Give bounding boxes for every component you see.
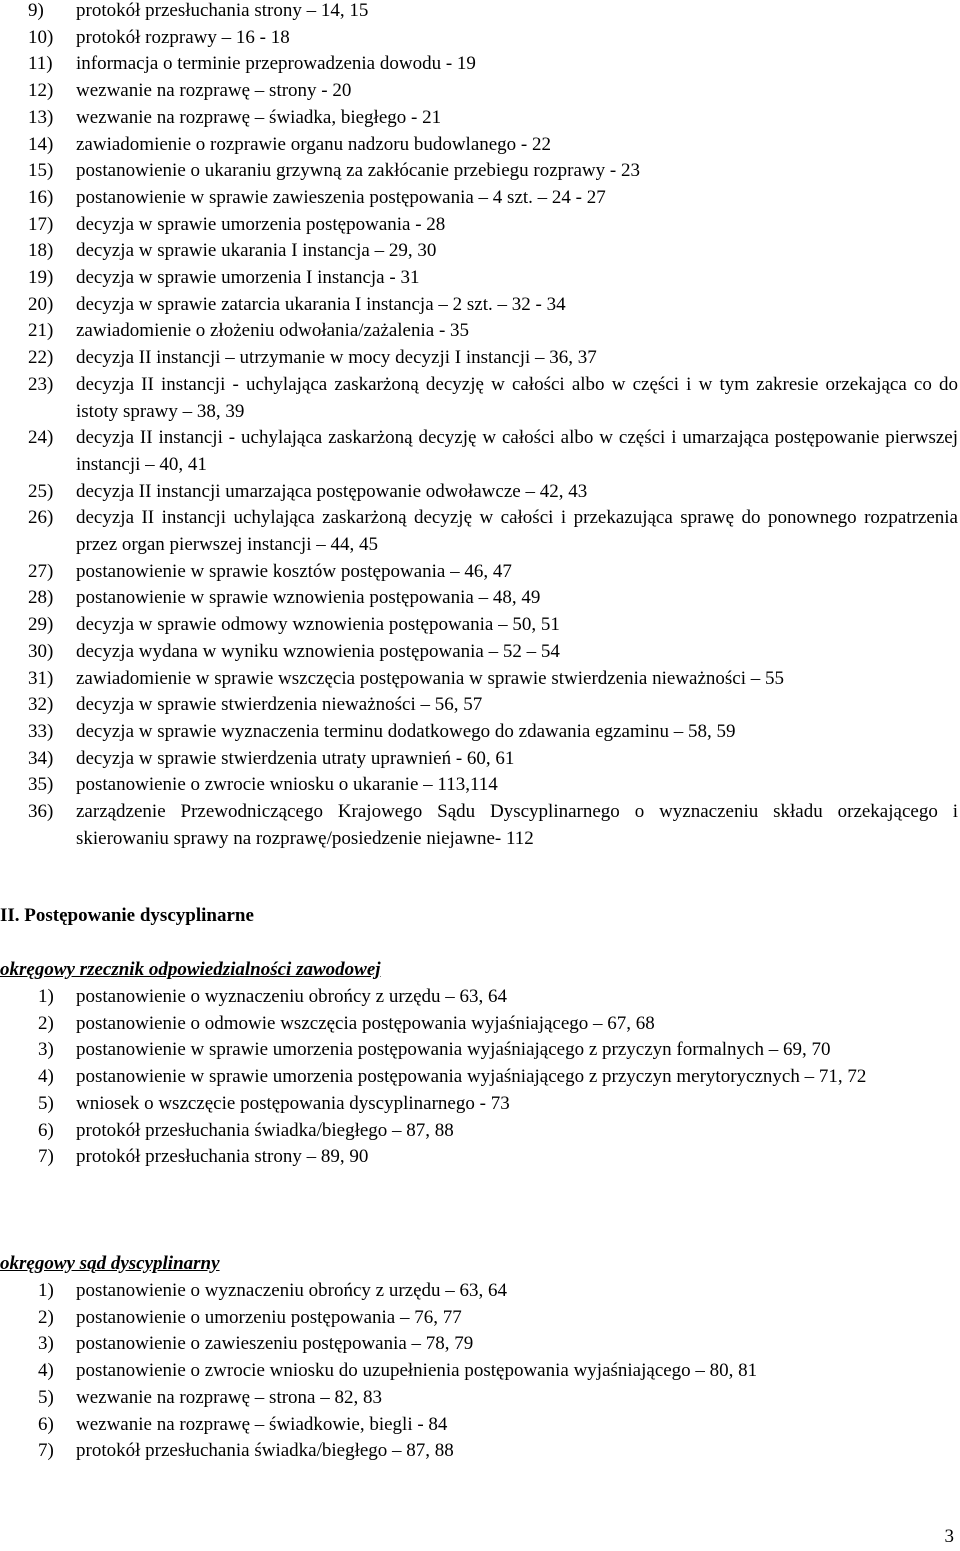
- list-item-number: 27): [28, 560, 54, 582]
- list-item: [28, 719, 958, 746]
- procedure-document-list: [28, 0, 958, 853]
- list-item-number: 5): [38, 1092, 54, 1114]
- list-item: [28, 692, 958, 719]
- list-item-number: 14): [28, 133, 54, 155]
- list-item-number: 4): [38, 1066, 54, 1088]
- list-item: [38, 1358, 938, 1385]
- list-item-number: 2): [38, 1012, 54, 1034]
- list-item-number: 12): [28, 80, 54, 102]
- list-item-text: protokół przesłuchania strony – 89, 90: [76, 1146, 369, 1168]
- list-item: [28, 51, 958, 78]
- list-item-text: decyzja w sprawie stwierdzenia nieważności – 56, 57: [76, 694, 483, 716]
- list-item-text: wezwanie na rozprawę – świadkowie, biegli - 84: [76, 1413, 448, 1435]
- list-item-text: decyzja wydana w wyniku wznowienia postępowania – 52 – 54: [76, 640, 560, 662]
- list-item: [38, 1064, 938, 1091]
- list-item-number: 19): [28, 267, 54, 289]
- list-item: [28, 0, 958, 25]
- list-item-text: postanowienie o wyznaczeniu obrońcy z urzędu – 63, 64: [76, 986, 508, 1007]
- list-item-number: 31): [28, 667, 54, 689]
- list-item-number: 11): [28, 53, 53, 75]
- section-heading: II. Postępowanie dyscyplinarne: [0, 905, 254, 926]
- list-item-number: 15): [28, 160, 54, 182]
- list-item-text: decyzja II instancji - uchylająca zaskarżoną decyzję w całości albo w części i umarzająca postępowanie pierwszej instancji – 40, 41: [76, 427, 958, 475]
- list-item-text: wezwanie na rozprawę – strony - 20: [76, 80, 352, 102]
- list-item-text: wezwanie na rozprawę – świadka, biegłego - 21: [76, 106, 442, 128]
- list-item-number: 34): [28, 747, 54, 769]
- list-item-number: 9): [28, 0, 44, 21]
- subsection-heading-rzecznik: okręgowy rzecznik odpowiedzialności zawodowej: [0, 959, 381, 980]
- list-item-text: decyzja w sprawie umorzenia postępowania - 28: [76, 213, 446, 235]
- list-item-text: protokół rozprawy – 16 - 18: [76, 26, 290, 48]
- list-item-text: informacja o terminie przeprowadzenia dowodu - 19: [76, 53, 476, 75]
- list-item: [38, 1118, 938, 1145]
- list-item-number: 28): [28, 587, 54, 609]
- list-item-number: 1): [38, 1280, 54, 1301]
- list-item: [38, 1331, 938, 1358]
- list-item: [28, 238, 958, 265]
- list-item: [28, 639, 958, 666]
- subsection-heading-sad: okręgowy sąd dyscyplinarny: [0, 1253, 220, 1274]
- list-item: [38, 1091, 938, 1118]
- page-number: 3: [944, 1526, 954, 1547]
- list-item: [28, 772, 958, 799]
- list-item-number: 3): [38, 1039, 54, 1061]
- list-item-text: decyzja II instancji uchylająca zaskarżoną decyzję w całości i przekazująca sprawę do ponownego rozpatrzenia przez organ pierwszej instancji – 44, 45: [76, 507, 958, 556]
- list-item-text: postanowienie o zwrocie wniosku o ukaranie – 113,114: [76, 774, 498, 796]
- list-item: [38, 1037, 938, 1064]
- list-item: [28, 105, 958, 132]
- list-item-number: 30): [28, 640, 54, 662]
- list-item: [28, 292, 958, 319]
- list-item-text: postanowienie o zawieszeniu postępowania – 78, 79: [76, 1333, 474, 1355]
- list-item-text: postanowienie o ukaraniu grzywną za zakłócanie przebiegu rozprawy - 23: [76, 160, 640, 182]
- list-item-text: postanowienie o zwrocie wniosku do uzupełnienia postępowania wyjaśniającego – 80, 81: [76, 1360, 758, 1382]
- list-item-number: 3): [38, 1333, 54, 1355]
- list-item: [28, 132, 958, 159]
- list-item-number: 36): [28, 801, 54, 823]
- list-item: [28, 585, 958, 612]
- list-item-number: 2): [38, 1306, 54, 1328]
- list-item-text: postanowienie w sprawie umorzenia postępowania wyjaśniającego z przyczyn formalnych – 69, 70: [76, 1039, 831, 1061]
- list-item: [28, 799, 958, 852]
- list-item-text: decyzja w sprawie odmowy wznowienia postępowania – 50, 51: [76, 614, 560, 636]
- list-item-number: 4): [38, 1360, 54, 1382]
- list-item-number: 7): [38, 1440, 54, 1462]
- list-item-text: decyzja II instancji – utrzymanie w mocy decyzji I instancji – 36, 37: [76, 347, 597, 369]
- list-item-number: 13): [28, 106, 54, 128]
- list-item-text: decyzja w sprawie umorzenia I instancja - 31: [76, 267, 420, 289]
- list-item-number: 32): [28, 694, 54, 716]
- list-item-number: 5): [38, 1386, 54, 1408]
- list-item: [28, 185, 958, 212]
- rzecznik-document-list: [38, 984, 938, 1171]
- list-item-number: 26): [28, 507, 54, 529]
- list-item: [28, 25, 958, 52]
- list-item: [28, 666, 958, 693]
- list-item-text: postanowienie w sprawie kosztów postępowania – 46, 47: [76, 560, 512, 582]
- list-item-number: 10): [28, 26, 54, 48]
- list-item: [28, 78, 958, 105]
- list-item-number: 7): [38, 1146, 54, 1168]
- list-item-text: protokół przesłuchania świadka/biegłego – 87, 88: [76, 1119, 454, 1141]
- list-item-text: decyzja w sprawie ukarania I instancja – 29, 30: [76, 240, 437, 262]
- list-item-text: zarządzenie Przewodniczącego Krajowego Sądu Dyscyplinarnego o wyznaczeniu składu orzekającego i skierowaniu sprawy na rozprawę/posiedzenie niejawne- 112: [76, 801, 958, 849]
- list-item: [28, 265, 958, 292]
- list-item-number: 18): [28, 240, 54, 262]
- list-item-text: decyzja II instancji - uchylająca zaskarżoną decyzję w całości albo w części i w tym zakresie orzekająca co do istoty sprawy – 38, 39: [76, 373, 958, 422]
- list-item-number: 23): [28, 373, 54, 395]
- sad-document-list: [38, 1278, 938, 1465]
- list-item-text: wezwanie na rozprawę – strona – 82, 83: [76, 1386, 382, 1408]
- list-item-text: decyzja w sprawie wyznaczenia terminu dodatkowego do zdawania egzaminu – 58, 59: [76, 720, 736, 742]
- list-item: [28, 318, 958, 345]
- list-item-text: postanowienie w sprawie wznowienia postępowania – 48, 49: [76, 587, 541, 609]
- list-item-number: 24): [28, 427, 54, 449]
- list-item-text: postanowienie o wyznaczeniu obrońcy z urzędu – 63, 64: [76, 1280, 508, 1301]
- list-item: [28, 612, 958, 639]
- list-item: [28, 158, 958, 185]
- list-item-number: 22): [28, 347, 54, 369]
- list-item: [38, 1011, 938, 1038]
- list-item: [38, 1305, 938, 1332]
- list-item-text: decyzja w sprawie stwierdzenia utraty uprawnień - 60, 61: [76, 747, 515, 769]
- list-item-number: 17): [28, 213, 54, 235]
- list-item-number: 29): [28, 614, 54, 636]
- list-item-number: 35): [28, 774, 54, 796]
- list-item-text: zawiadomienie o złożeniu odwołania/zażalenia - 35: [76, 320, 470, 342]
- list-item: [28, 372, 958, 425]
- list-item: [28, 559, 958, 586]
- list-item-text: postanowienie w sprawie zawieszenia postępowania – 4 szt. – 24 - 27: [76, 186, 606, 208]
- list-item-text: zawiadomienie o rozprawie organu nadzoru budowlanego - 22: [76, 133, 552, 155]
- list-item: [38, 1385, 938, 1412]
- list-item-text: postanowienie w sprawie umorzenia postępowania wyjaśniającego z przyczyn merytorycznych – 71, 72: [76, 1066, 867, 1088]
- list-item-text: wniosek o wszczęcie postępowania dyscyplinarnego - 73: [76, 1092, 510, 1114]
- list-item-text: postanowienie o odmowie wszczęcia postępowania wyjaśniającego – 67, 68: [76, 1012, 655, 1034]
- list-item-number: 21): [28, 320, 54, 342]
- list-item: [28, 479, 958, 506]
- list-item: [38, 1278, 938, 1305]
- list-item: [28, 505, 958, 558]
- list-item: [28, 345, 958, 372]
- list-item-number: 25): [28, 480, 54, 502]
- list-item-number: 6): [38, 1413, 54, 1435]
- list-item: [38, 1438, 938, 1465]
- list-item-text: protokół przesłuchania świadka/biegłego – 87, 88: [76, 1440, 454, 1462]
- list-item: [28, 212, 958, 239]
- list-item: [28, 425, 958, 478]
- list-item: [38, 1412, 938, 1439]
- list-item-number: 6): [38, 1119, 54, 1141]
- list-item: [38, 984, 938, 1011]
- list-item-number: 16): [28, 186, 54, 208]
- list-item-text: protokół przesłuchania strony – 14, 15: [76, 0, 369, 21]
- list-item-number: 20): [28, 293, 54, 315]
- list-item-text: decyzja II instancji umarzająca postępowanie odwoławcze – 42, 43: [76, 480, 588, 502]
- list-item-text: decyzja w sprawie zatarcia ukarania I instancja – 2 szt. – 32 - 34: [76, 293, 566, 315]
- list-item-number: 33): [28, 720, 54, 742]
- list-item: [38, 1144, 938, 1171]
- list-item-text: zawiadomienie w sprawie wszczęcia postępowania w sprawie stwierdzenia nieważności – 55: [76, 667, 785, 689]
- list-item-text: postanowienie o umorzeniu postępowania – 76, 77: [76, 1306, 462, 1328]
- list-item-number: 1): [38, 986, 54, 1007]
- list-item: [28, 746, 958, 773]
